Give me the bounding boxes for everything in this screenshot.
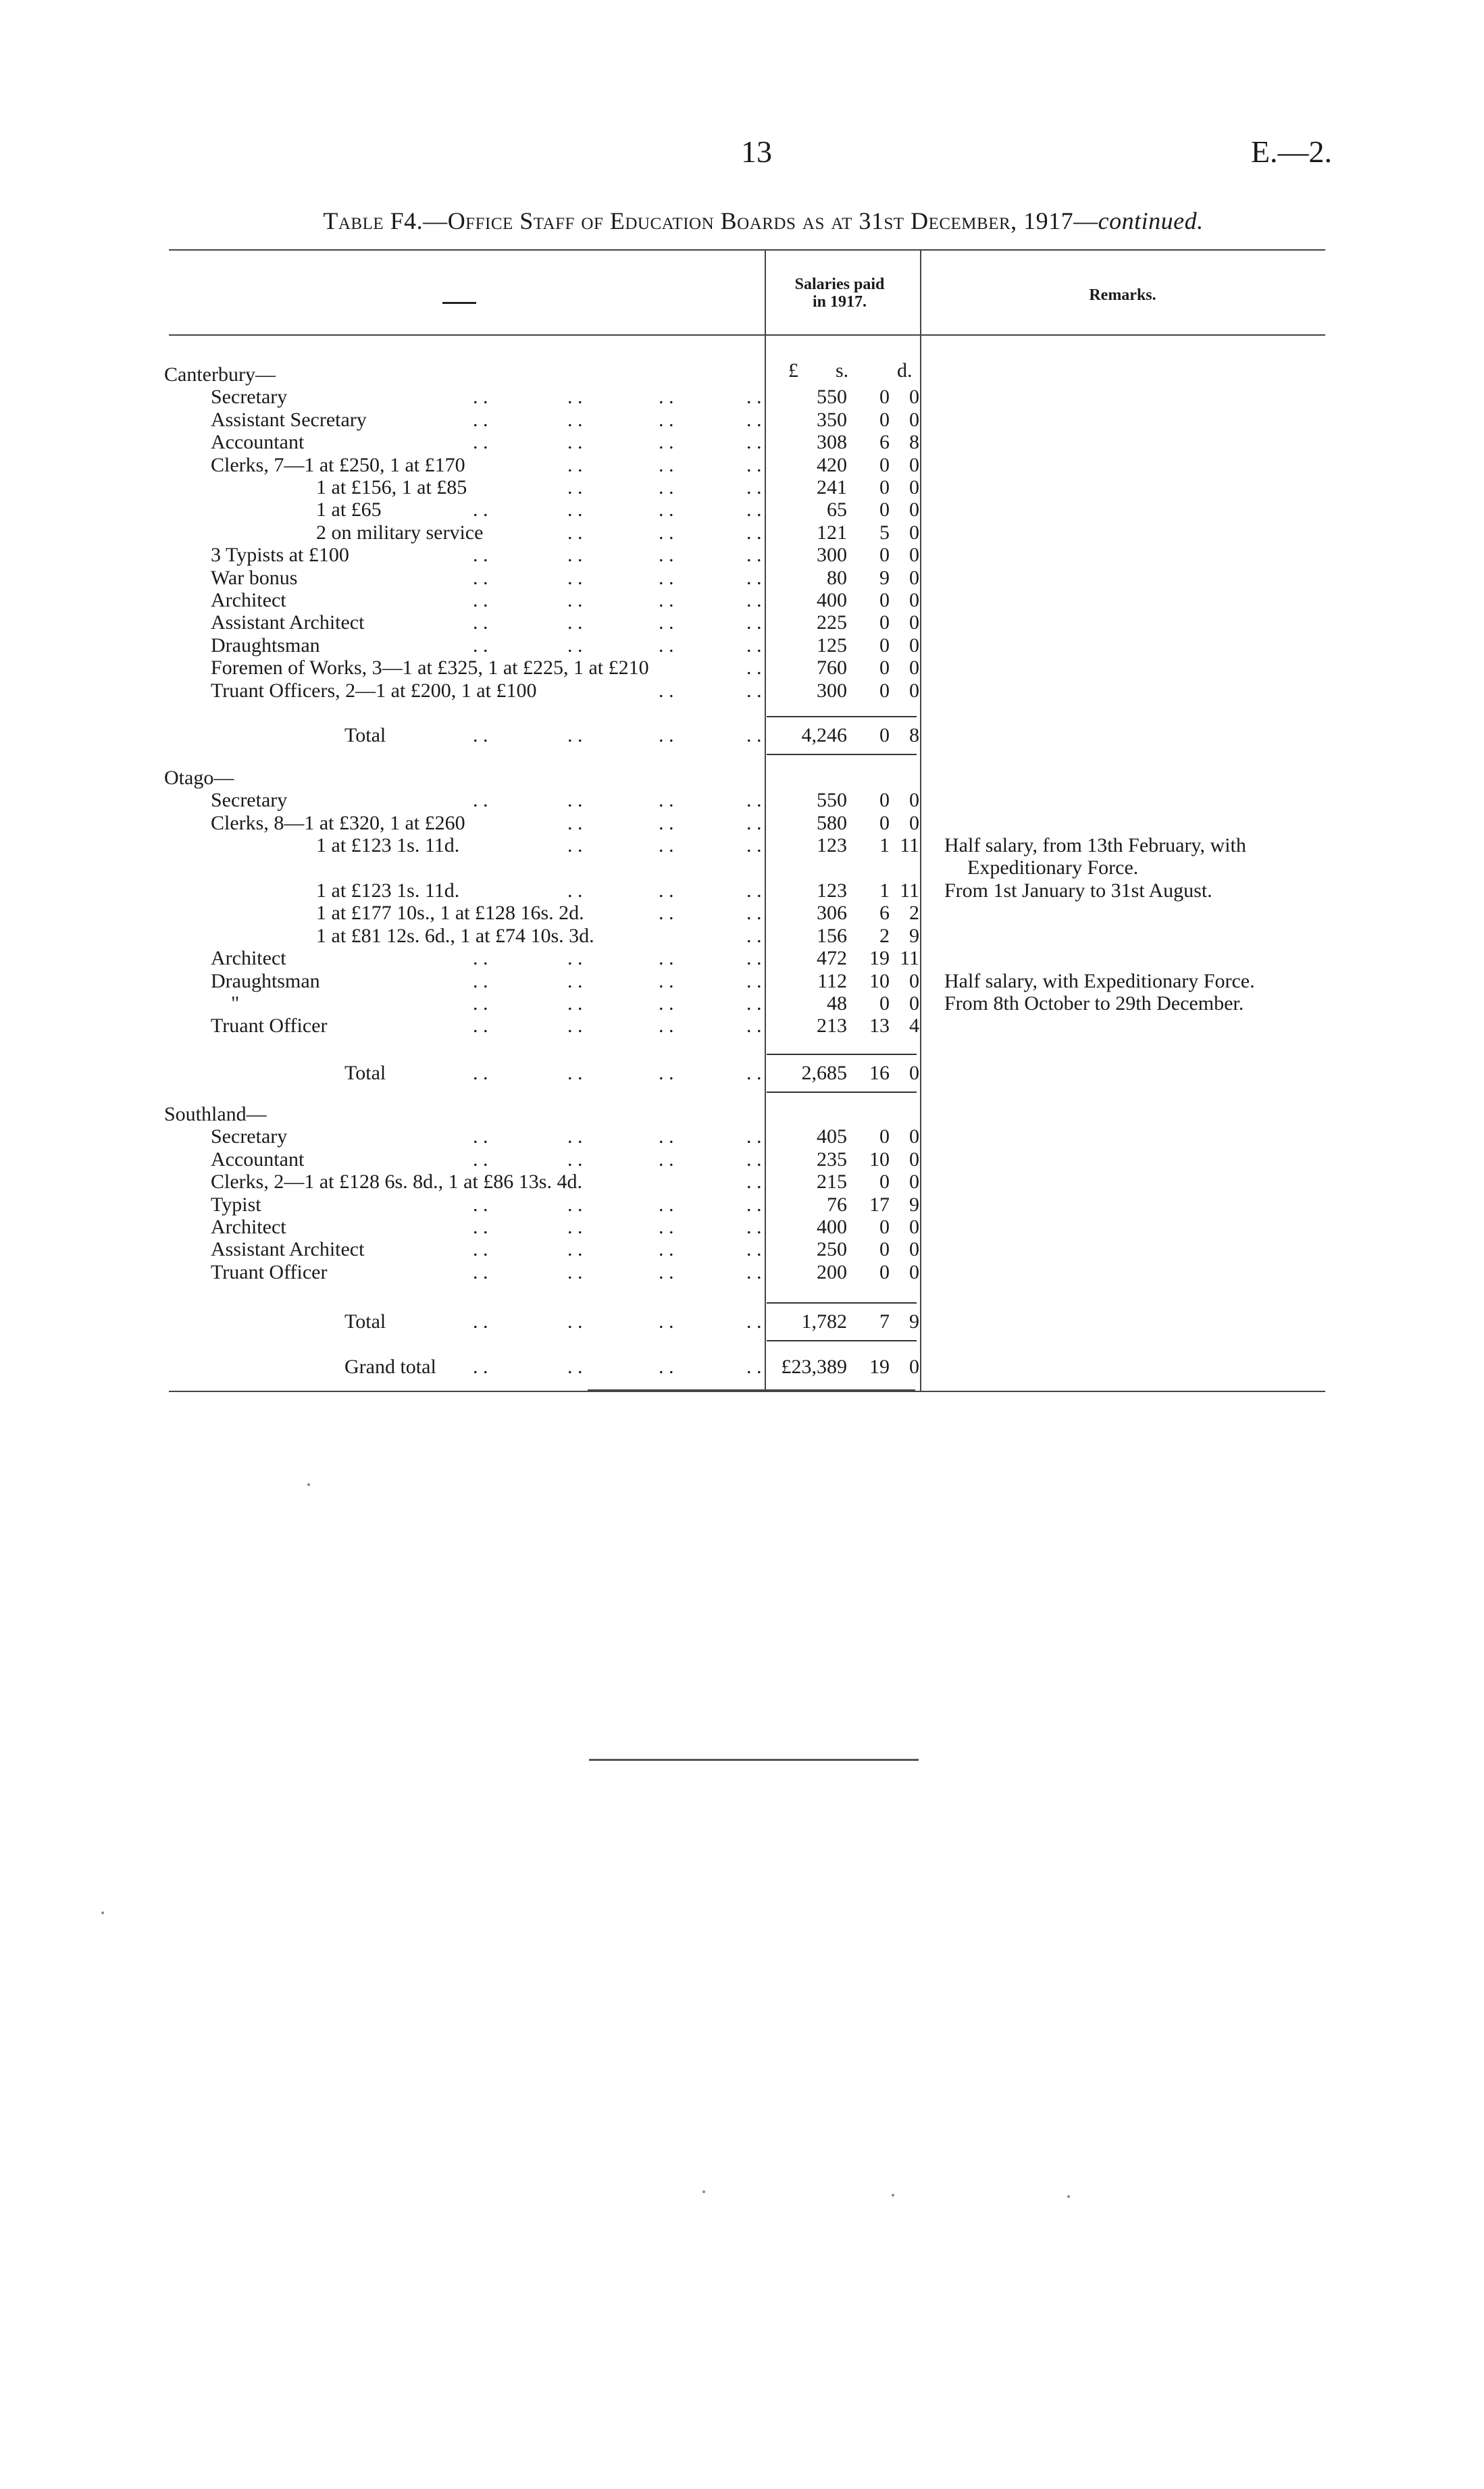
table-row: Assistant Secretary . . . . . . . . 350 0 0 [211, 408, 919, 431]
header-bottom-rule [169, 334, 1325, 336]
amount-pounds: 65 [827, 498, 847, 521]
amount-pounds: 306 [817, 902, 847, 925]
amount-pounds: 213 [817, 1015, 847, 1037]
amount-shillings: 0 [879, 498, 890, 521]
table-row: Truant Officer . . . . . . . . 213 13 4 [211, 1015, 919, 1037]
table-row: Draughtsman . . . . . . . . 112 10 0 Half salary, with Expeditionary Force. [211, 969, 1255, 992]
amount-shillings: 1 [879, 879, 890, 902]
table-row: Architect . . . . . . . . 472 19 11 [211, 947, 919, 970]
amount-shillings: 1 [879, 834, 890, 857]
amount-pounds: 80 [827, 566, 847, 589]
table-row: 1 at £177 10s., 1 at £128 16s. 2d. . . . . 306 6 2 [316, 902, 919, 925]
row-label: Assistant Secretary [211, 408, 367, 431]
table-row: " . . . . . . . . 48 0 0 From 8th October to 29th December. [231, 992, 1244, 1015]
amount-pounds: 300 [817, 679, 847, 702]
section-heading [0, 767, 1484, 789]
amount-shillings: 10 [869, 969, 890, 992]
remark-text: Half salary, with Expeditionary Force. [944, 969, 1255, 992]
amount-pence: 11 [900, 947, 919, 970]
amount-pounds: 300 [817, 544, 847, 567]
table-row: Accountant . . . . . . . . 235 10 0 [211, 1148, 919, 1171]
amount-pence: 9 [909, 924, 919, 947]
amount-pounds: 215 [817, 1171, 847, 1194]
amount-shillings: 0 [879, 386, 890, 409]
subtotal-rule [767, 716, 917, 717]
amount-shillings: 0 [879, 1216, 890, 1238]
amount-pounds: 472 [817, 947, 847, 970]
amount-shillings: 6 [879, 431, 890, 454]
amount-pence: 0 [909, 611, 919, 634]
scan-speck [892, 2194, 894, 2197]
row-label: Clerks, 2—1 at £128 6s. 8d., 1 at £86 13s. 4d. [211, 1171, 582, 1194]
amount-pence: 0 [909, 811, 919, 834]
amount-shillings: 0 [879, 1260, 890, 1283]
amount-shillings: 7 [879, 1310, 890, 1333]
grand-total-rule [588, 1389, 915, 1391]
table-row: Accountant . . . . . . . . 308 6 8 [211, 431, 919, 454]
amount-shillings: 10 [869, 1148, 890, 1171]
amount-pounds: 308 [817, 431, 847, 454]
row-label: Assistant Architect [211, 611, 365, 634]
amount-pounds: 420 [817, 453, 847, 476]
amount-pence: 0 [909, 679, 919, 702]
table-row: 1 at £123 1s. 11d. . . . . . . 123 1 11 Half salary, from 13th February, with Expeditionary Force. [316, 834, 1246, 879]
amount-shillings: 16 [869, 1062, 890, 1084]
amount-pence: 0 [909, 1238, 919, 1261]
amount-shillings: 0 [879, 992, 890, 1015]
amount-shillings: 0 [879, 544, 890, 567]
amount-pounds: £23,389 [781, 1356, 847, 1378]
amount-pence: 0 [909, 408, 919, 431]
row-label: Draughtsman [211, 634, 320, 657]
amount-pence: 0 [909, 1171, 919, 1194]
page-number: 13 [741, 134, 772, 169]
amount-pence: 0 [909, 1148, 919, 1171]
remark-text: From 8th October to 29th December. [944, 992, 1244, 1015]
amount-pounds: 123 [817, 834, 847, 857]
amount-shillings: 17 [869, 1193, 890, 1216]
subtotal-rule [767, 1302, 917, 1304]
row-label: 1 at £81 12s. 6d., 1 at £74 10s. 3d. [316, 924, 594, 947]
table-title-suffix: continued. [1098, 207, 1204, 234]
subtotal-rule-below [767, 1340, 917, 1341]
salaries-column-header [762, 276, 917, 311]
remark-text-continued: Expeditionary Force. [967, 856, 1139, 879]
amount-pounds: 121 [817, 521, 847, 544]
row-label: 1 at £123 1s. 11d. [316, 879, 460, 902]
total-row: Total . . . . . . . . 4,246 0 8 [344, 724, 919, 746]
row-label: War bonus [211, 566, 298, 589]
row-label: " [231, 992, 240, 1015]
amount-pence: 0 [909, 992, 919, 1015]
row-label: 2 on military service [316, 521, 484, 544]
table-row: 3 Typists at £100 . . . . . . . . 300 0 0 [211, 544, 919, 567]
amount-pence: 2 [909, 902, 919, 925]
amount-pounds: 1,782 [801, 1310, 847, 1333]
section-heading [0, 1103, 1484, 1125]
section-name: Southland— [164, 1103, 267, 1125]
amount-pounds: 550 [817, 789, 847, 812]
amount-pence: 0 [909, 1216, 919, 1238]
row-label: Secretary [211, 789, 288, 812]
amount-shillings: 0 [879, 1238, 890, 1261]
amount-shillings: 0 [879, 611, 890, 634]
table-row: 1 at £65 . . . . . . . . 65 0 0 [316, 498, 919, 521]
footer-rule [589, 1759, 919, 1761]
amount-shillings: 19 [869, 947, 890, 970]
salaries-header-line2: in 1917. [812, 293, 867, 311]
table-row: Assistant Architect . . . . . . . . 225 0 0 [211, 611, 919, 634]
table-row: Clerks, 2—1 at £128 6s. 8d., 1 at £86 13s. 4d. . . 215 0 0 [211, 1171, 919, 1194]
table-row: 1 at £156, 1 at £85 . . . . . . 241 0 0 [316, 476, 919, 498]
subtotal-rule-below [767, 1092, 917, 1093]
table-title [203, 207, 1324, 235]
pound-unit: £ [788, 359, 798, 382]
row-label: Foremen of Works, 3—1 at £325, 1 at £225, 1 at £210 [211, 657, 649, 679]
table-row: Architect . . . . . . . . 400 0 0 [211, 1216, 919, 1238]
row-label: Truant Officer [211, 1260, 328, 1283]
row-label: 1 at £65 [316, 498, 382, 521]
table-title-prefix: Table F4.— [323, 207, 448, 234]
table-title-main: Office Staff of Education Boards as at 31st December, 1917— [447, 207, 1098, 234]
amount-pence: 0 [909, 657, 919, 679]
row-label: 1 at £156, 1 at £85 [316, 476, 467, 498]
row-label: 3 Typists at £100 [211, 544, 349, 567]
amount-pounds: 4,246 [801, 724, 847, 746]
amount-pounds: 2,685 [801, 1062, 847, 1084]
amount-pounds: 112 [817, 969, 847, 992]
amount-shillings: 0 [879, 476, 890, 498]
table-row: Foremen of Works, 3—1 at £325, 1 at £225, 1 at £210 . . 760 0 0 [211, 657, 919, 679]
total-label: Total [344, 1062, 386, 1084]
amount-pounds: 123 [817, 879, 847, 902]
total-row: Total . . . . . . . . 2,685 16 0 [344, 1062, 919, 1084]
table-row: Truant Officers, 2—1 at £200, 1 at £100 . . . . 300 0 0 [211, 679, 919, 702]
amount-pence: 0 [909, 634, 919, 657]
scan-speck [702, 2190, 705, 2193]
amount-pence: 0 [909, 566, 919, 589]
row-label: Secretary [211, 1125, 288, 1148]
amount-shillings: 13 [869, 1015, 890, 1037]
amount-shillings: 0 [879, 679, 890, 702]
amount-pence: 11 [900, 879, 919, 902]
row-label: Truant Officers, 2—1 at £200, 1 at £100 [211, 679, 537, 702]
amount-pence: 0 [909, 498, 919, 521]
table-row: Clerks, 8—1 at £320, 1 at £260 . . . . . . 580 0 0 [211, 811, 919, 834]
table-row: 1 at £123 1s. 11d. . . . . . . 123 1 11 From 1st January to 31st August. [316, 879, 1212, 902]
row-label: Assistant Architect [211, 1238, 365, 1261]
amount-shillings: 5 [879, 521, 890, 544]
total-row: Total . . . . . . . . 1,782 7 9 [344, 1310, 919, 1333]
amount-pence: 9 [909, 1310, 919, 1333]
amount-shillings: 0 [879, 1125, 890, 1148]
amount-shillings: 0 [879, 789, 890, 812]
row-label: 1 at £177 10s., 1 at £128 16s. 2d. [316, 902, 584, 925]
amount-pence: 0 [909, 453, 919, 476]
row-label: Architect [211, 1216, 286, 1238]
grand-total-row: Grand total . . . . . . . . £23,389 19 0 [344, 1356, 919, 1378]
table-row: Secretary . . . . . . . . 550 0 0 [211, 386, 919, 409]
subtotal-rule [767, 1054, 917, 1055]
scan-speck [101, 1911, 104, 1914]
amount-shillings: 0 [879, 634, 890, 657]
amount-pounds: 580 [817, 811, 847, 834]
row-label: Accountant [211, 1148, 305, 1171]
amount-shillings: 0 [879, 724, 890, 746]
amount-pence: 11 [900, 834, 919, 857]
section-name: Otago— [164, 767, 234, 789]
amount-shillings: 0 [879, 1171, 890, 1194]
amount-pounds: 405 [817, 1125, 847, 1148]
scan-speck [307, 1483, 310, 1486]
amount-pence: 0 [909, 544, 919, 567]
row-label: Truant Officer [211, 1015, 328, 1037]
amount-pounds: 241 [817, 476, 847, 498]
table-row: 1 at £81 12s. 6d., 1 at £74 10s. 3d. . . 156 2 9 [316, 924, 919, 947]
row-label: Draughtsman [211, 969, 320, 992]
remark-text: Half salary, from 13th February, with [944, 834, 1246, 857]
amount-pence: 0 [909, 1356, 919, 1378]
amount-shillings: 0 [879, 453, 890, 476]
amount-pence: 0 [909, 1062, 919, 1084]
amount-pence: 0 [909, 969, 919, 992]
amount-pence: 0 [909, 476, 919, 498]
row-label: Typist [211, 1193, 261, 1216]
remarks-column-header: Remarks. [1089, 286, 1156, 304]
amount-pounds: 400 [817, 1216, 847, 1238]
table-row: Architect . . . . . . . . 400 0 0 [211, 589, 919, 611]
amount-pounds: 350 [817, 408, 847, 431]
section-name: Canterbury— [164, 363, 276, 386]
table-row: Truant Officer . . . . . . . . 200 0 0 [211, 1260, 919, 1283]
table-top-rule [169, 249, 1325, 251]
amount-shillings: 6 [879, 902, 890, 925]
scan-speck [1067, 2195, 1070, 2198]
subtotal-rule-below [767, 754, 917, 755]
table-row: Clerks, 7—1 at £250, 1 at £170 . . . . . . 420 0 0 [211, 453, 919, 476]
amount-shillings: 19 [869, 1356, 890, 1378]
amount-pence: 0 [909, 386, 919, 409]
row-label: Clerks, 7—1 at £250, 1 at £170 [211, 453, 465, 476]
first-column-header [442, 302, 476, 304]
row-label: Clerks, 8—1 at £320, 1 at £260 [211, 811, 465, 834]
table-row: 2 on military service . . . . . . 121 5 0 [316, 521, 919, 544]
amount-pounds: 200 [817, 1260, 847, 1283]
amount-pence: 0 [909, 1260, 919, 1283]
amount-shillings: 0 [879, 589, 890, 611]
amount-shillings: 9 [879, 566, 890, 589]
table-row: Draughtsman . . . . . . . . 125 0 0 [211, 634, 919, 657]
amount-pounds: 235 [817, 1148, 847, 1171]
amount-pounds: 48 [827, 992, 847, 1015]
remark-text: From 1st January to 31st August. [944, 879, 1212, 902]
amount-pounds: 125 [817, 634, 847, 657]
amount-shillings: 2 [879, 924, 890, 947]
amount-pence: 4 [909, 1015, 919, 1037]
shilling-unit: s. [836, 359, 849, 382]
amount-shillings: 0 [879, 811, 890, 834]
amount-pence: 0 [909, 589, 919, 611]
salaries-header-line1: Salaries paid [794, 276, 885, 293]
amount-pence: 8 [909, 724, 919, 746]
amount-pounds: 400 [817, 589, 847, 611]
table-row: War bonus . . . . . . . . 80 9 0 [211, 566, 919, 589]
amount-pounds: 760 [817, 657, 847, 679]
row-label: Architect [211, 589, 286, 611]
table-row: Typist . . . . . . . . 76 17 9 [211, 1193, 919, 1216]
amount-pence: 0 [909, 1125, 919, 1148]
amount-pounds: 156 [817, 924, 847, 947]
amount-pence: 8 [909, 431, 919, 454]
total-label: Total [344, 724, 386, 746]
pence-unit: d. [897, 359, 913, 382]
table-row: Secretary . . . . . . . . 550 0 0 [211, 789, 919, 812]
row-label: 1 at £123 1s. 11d. [316, 834, 460, 857]
row-label: Secretary [211, 386, 288, 409]
amount-pounds: 225 [817, 611, 847, 634]
grand-total-label: Grand total [344, 1356, 436, 1378]
row-label: Architect [211, 947, 286, 970]
amount-shillings: 0 [879, 657, 890, 679]
section-heading [0, 363, 1484, 386]
amount-shillings: 0 [879, 408, 890, 431]
amount-pounds: 550 [817, 386, 847, 409]
table-row: Assistant Architect . . . . . . . . 250 0 0 [211, 1238, 919, 1261]
document-code: E.—2. [1250, 134, 1332, 169]
amount-pounds: 76 [827, 1193, 847, 1216]
table-row: Secretary . . . . . . . . 405 0 0 [211, 1125, 919, 1148]
amount-pence: 0 [909, 789, 919, 812]
amount-pounds: 250 [817, 1238, 847, 1261]
amount-pence: 0 [909, 521, 919, 544]
amount-pence: 9 [909, 1193, 919, 1216]
row-label: Accountant [211, 431, 305, 454]
total-label: Total [344, 1310, 386, 1333]
